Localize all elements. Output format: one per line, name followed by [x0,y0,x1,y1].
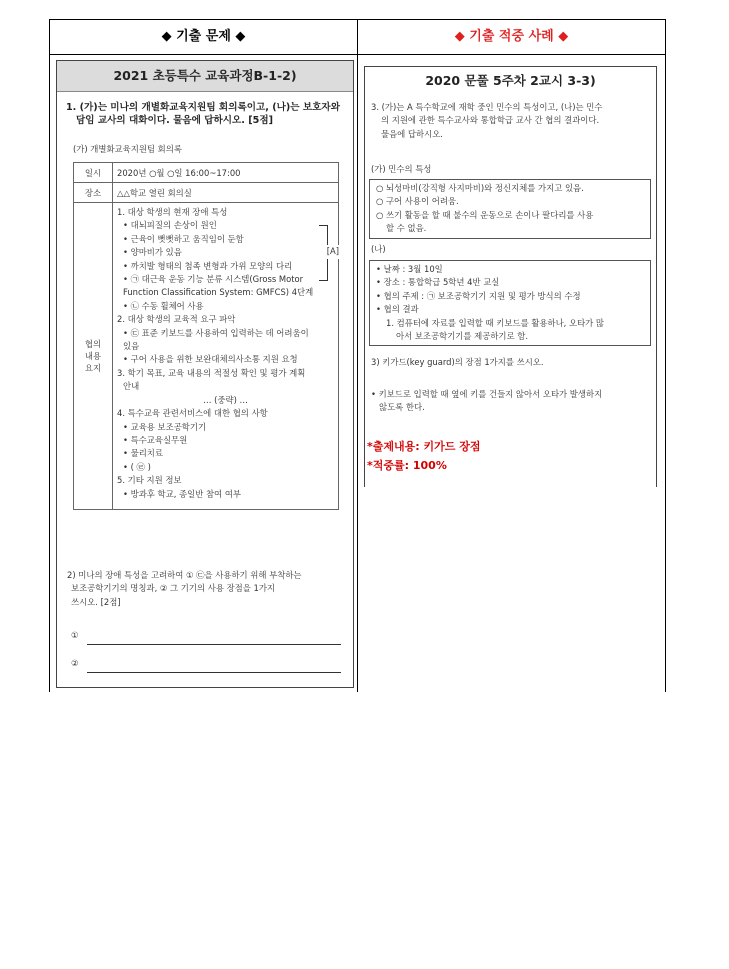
content-lines [117,206,334,501]
date-label: 일시 [74,163,113,183]
minutes-line: • 까치발 형태의 첨족 변형과 가위 모양의 다리 [123,260,293,271]
hit-case-title: 2020 문풀 5주차 2교시 3-3) [365,67,656,95]
meeting-item: • 장소 : 통합학급 5학년 4반 교실 [376,277,500,288]
result-rate: *적중률: 100% [367,459,447,472]
meeting-minutes-table [73,162,339,510]
sub-question: 3) 키가드(key guard)의 장점 1가지를 쓰시오. [371,357,544,367]
sub-question-line: 보조공학기기의 명칭과, ② 그 기기의 사용 장점을 1가지 [71,583,276,594]
past-exam-card [56,60,354,688]
trait-item: ○ 뇌성마비(강직형 사지마비)와 정신지체를 가지고 있음. [376,183,584,193]
minutes-line: • 물리치료 [123,448,163,459]
meeting-item: • 협의 결과 [376,304,419,315]
model-answer [371,388,602,415]
trait-item: 할 수 없음. [386,223,427,234]
question-line: 3. (가)는 A 특수학교에 재학 중인 민수의 특성이고, (나)는 민수 [371,102,603,112]
answer-mark-1: ① [71,630,79,640]
meeting-item: • 날짜 : 3월 10일 [376,264,443,274]
content-cell [113,203,339,510]
trait-item: ○ 구어 사용이 어려움. [376,196,459,207]
question-line: 1. (가)는 미나의 개별화교육지원팀 회의록이고, (나)는 보호자와 [66,102,340,113]
minutes-line: 5. 기타 지원 정보 [117,475,182,486]
header-hit-case: ◆ 기출 적중 사례 ◆ [454,29,569,44]
header-past-exam: ◆ 기출 문제 ◆ [161,29,246,44]
question-line: 의 지원에 관한 특수교사와 통합학급 교사 간 협의 결과이다. [381,115,600,126]
minutes-line: • ( ㉣ ) [123,461,151,472]
minutes-line: • 교육용 보조공학기기 [123,421,207,432]
caption-a: (가) 민수의 특성 [371,164,432,174]
meeting-item: 1. 컴퓨터에 자료를 입력할 때 키보드를 활용하나, 오타가 많 [386,317,605,328]
past-exam-title: 2021 초등특수 교육과정B-1-2) [57,61,353,92]
content-label-line: 내용 [84,351,102,361]
sub-question-line: 2) 미나의 장애 특성을 고려하여 ① ㉢을 사용하기 위해 부착하는 [67,570,302,580]
hit-case-card [364,66,657,487]
question-stem [371,101,653,141]
answer-line: 않도록 한다. [379,402,425,413]
sub-question [67,569,349,609]
traits-box [369,179,651,239]
minutes-line: 1. 대상 학생의 현재 장애 특성 [117,207,228,217]
minutes-line: • ㉡ 수동 휠체어 사용 [123,300,204,311]
minutes-line: 안내 [123,381,140,392]
bracket-a-label: [A] [326,245,340,259]
minutes-line: • 방과후 학교, 종일반 참여 여부 [123,488,241,499]
place-value: △△학교 열린 회의실 [113,183,339,203]
result-content: *출제내용: 키가드 장점 [367,440,481,453]
caption-b: (나) [371,244,386,254]
table-caption: (가) 개별화교육지원팀 회의록 [73,144,182,154]
minutes-line: 있음 [123,341,140,352]
minutes-line: • 특수교육실무원 [123,434,188,445]
answer-line-1 [87,644,341,645]
minutes-line: • 양마비가 있음 [123,247,182,258]
content-label-line: 요지 [84,363,102,373]
answer-mark-2: ② [71,658,79,668]
minutes-line: • 근육이 뻣뻣하고 움직임이 둔함 [123,233,244,244]
answer-line: • 키보드로 입력할 때 옆에 키를 건들지 않아서 오타가 발생하지 [371,389,603,399]
question-stem [66,101,348,128]
minutes-line: 4. 특수교육 관련서비스에 대한 협의 사항 [117,408,268,419]
meeting-item: • 협의 주제 : ㉠ 보조공학기기 지원 및 평가 방식의 수정 [376,290,581,301]
question-line: 담임 교사의 대화이다. 물음에 답하시오. [5점] [76,115,273,127]
date-value: 2020년 ○월 ○일 16:00~17:00 [113,163,339,183]
place-label: 장소 [74,183,113,203]
meeting-item: 아서 보조공학기기를 제공하기로 함. [396,331,529,342]
minutes-line: Function Classification System: GMFCS) 4단계 [123,287,314,298]
minutes-line: … (중략) … [203,394,248,405]
sub-question-line: 쓰시오. [2점] [71,596,121,607]
question-line: 물음에 답하시오. [381,128,443,139]
content-label-line: 협의 [84,339,102,349]
answer-line-2 [87,672,341,673]
minutes-line: • 대뇌피질의 손상이 원인 [123,220,217,231]
minutes-line: 2. 대상 학생의 교육적 요구 파악 [117,314,236,325]
minutes-line: • 구어 사용을 위한 보완대체의사소통 지원 요청 [123,354,298,365]
meeting-box [369,260,651,346]
content-label [74,203,113,510]
minutes-line: 3. 학기 목표, 교육 내용의 적절성 확인 및 평가 계획 [117,367,306,378]
column-divider [357,20,358,692]
minutes-line: • ㉢ 표준 키보드를 사용하여 입력하는 데 어려움이 [123,327,309,338]
minutes-line: • ㉠ 대근육 운동 기능 분류 시스템(Gross Motor [123,274,304,285]
trait-item: ○ 쓰기 활동을 할 때 불수의 운동으로 손이나 팔다리를 사용 [376,209,594,220]
